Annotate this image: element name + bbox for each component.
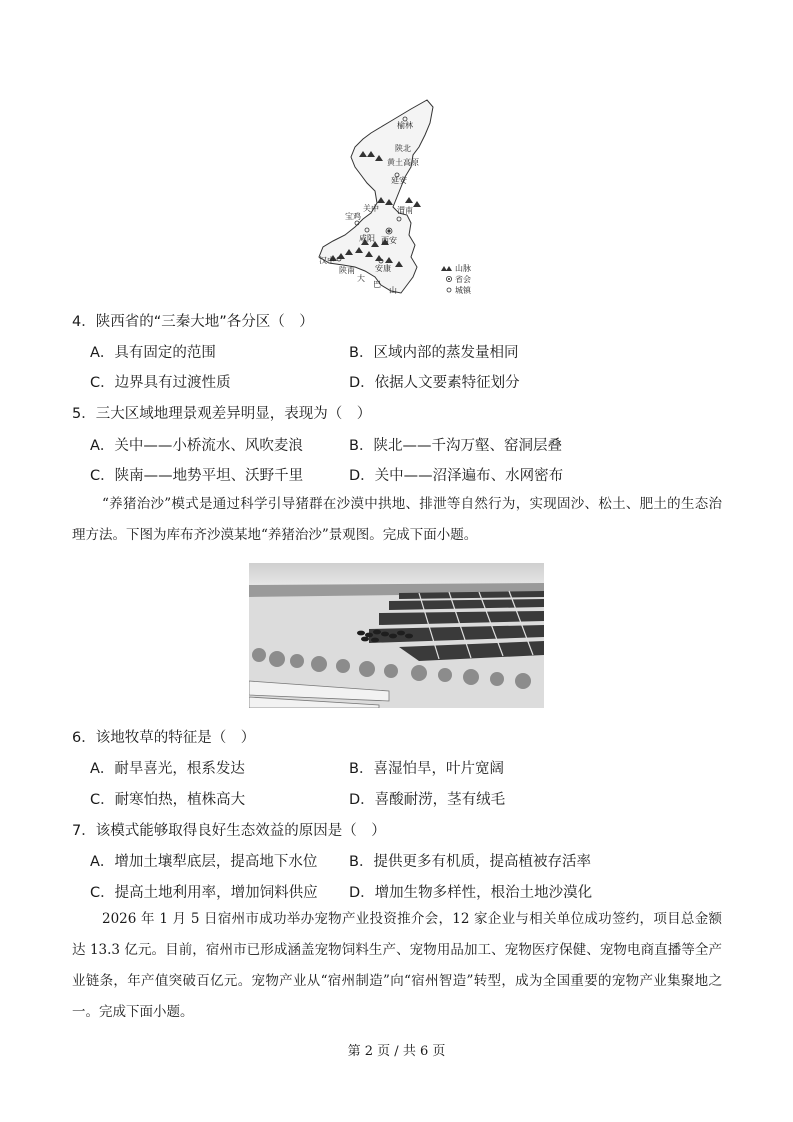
- question-7-stem: 7．该模式能够取得良好生态效益的原因是（ ）: [72, 823, 386, 839]
- q6-option-c[interactable]: C．耐寒怕热，植株高大: [90, 792, 246, 808]
- q7-option-b[interactable]: B．提供更多有机质，提高植被存活率: [349, 854, 591, 870]
- question-6-stem: 6．该地牧草的特征是（ ）: [72, 730, 256, 746]
- city-ankang: 安康: [375, 264, 391, 273]
- city-yulin: 榆林: [397, 121, 413, 130]
- q7-option-c[interactable]: C．提高土地利用率，增加饲料供应: [90, 885, 318, 901]
- city-weinan: 渭南: [397, 206, 413, 215]
- label-mountain-da: 大: [357, 274, 365, 283]
- region-shaanbei: 陕北: [395, 144, 411, 153]
- city-yanan: 延安: [391, 176, 407, 185]
- q5-option-a[interactable]: A．关中——小桥流水、风吹麦浪: [90, 438, 303, 454]
- city-baoji: 宝鸡: [345, 212, 361, 221]
- label-mountain-shan: 山: [389, 286, 397, 295]
- desert-pig-farm-photo: [249, 563, 544, 708]
- city-xianyang: 咸阳: [359, 234, 375, 243]
- question-4-stem: 4．陕西省的“三秦大地”各分区（ ）: [72, 314, 314, 330]
- q4-option-b[interactable]: B．区域内部的蒸发量相同: [349, 345, 519, 361]
- q6-option-a[interactable]: A．耐旱喜光，根系发达: [90, 761, 245, 777]
- q7-option-d[interactable]: D．增加生物多样性，根治土地沙漠化: [349, 885, 593, 901]
- region-shaannan: 陕南: [339, 266, 355, 275]
- q4-option-c[interactable]: C．边界具有过渡性质: [90, 375, 231, 391]
- q6-option-b[interactable]: B．喜湿怕旱，叶片宽阔: [349, 761, 504, 777]
- region-guanzhong: 关中: [363, 204, 379, 213]
- question-5-stem: 5．三大区域地理景观差异明显，表现为（ ）: [72, 406, 372, 422]
- city-hanzhong: 汉中: [319, 256, 335, 265]
- legend-capital-label: 省会: [455, 275, 471, 284]
- q4-option-a[interactable]: A．具有固定的范围: [90, 345, 216, 361]
- legend-town-label: 城镇: [455, 286, 471, 295]
- shaanxi-map: [315, 95, 485, 300]
- q7-option-a[interactable]: A．增加土壤犁底层，提高地下水位: [90, 854, 318, 870]
- q5-option-c[interactable]: C．陕南——地势平坦、沃野千里: [90, 468, 304, 484]
- q5-option-d[interactable]: D．关中——沼泽遍布、水网密布: [349, 468, 564, 484]
- passage-pig-desert: “养猪治沙”模式是通过科学引导猪群在沙漠中拱地、排泄等自然行为，实现固沙、松土、肥土的生态治理方法。下图为库布齐沙漠某地“养猪治沙”景观图。完成下面小题。: [72, 496, 722, 543]
- q4-option-d[interactable]: D．依据人文要素特征划分: [349, 375, 520, 391]
- label-mountain-ba: 巴: [373, 280, 381, 289]
- q6-option-d[interactable]: D．喜酸耐涝，茎有绒毛: [349, 792, 506, 808]
- legend-mountain-label: 山脉: [455, 264, 471, 273]
- map-legend: [441, 263, 472, 295]
- city-xian: 西安: [381, 236, 397, 245]
- page-footer: 第 2 页 / 共 6 页: [347, 1044, 446, 1059]
- q5-option-b[interactable]: B．陕北——千沟万壑、窑洞层叠: [349, 438, 562, 454]
- passage-suzhou-pet-industry: 2026 年 1 月 5 日宿州市成功举办宠物产业投资推介会，12 家企业与相关单位成功签约，项目总金额达 13.3 亿元。目前，宿州市已形成涵盖宠物饲料生产、宠物用品加工、宠物医疗保健、宠物电商直播等全产业链条，年产值突破百亿元。宠物产业从“宿州制造”向“宿州智造”转型，成为全国重要的宠物产业集聚地之一。完成下面小题。: [72, 911, 722, 1020]
- label-loess-plateau: 黄土高原: [387, 158, 419, 167]
